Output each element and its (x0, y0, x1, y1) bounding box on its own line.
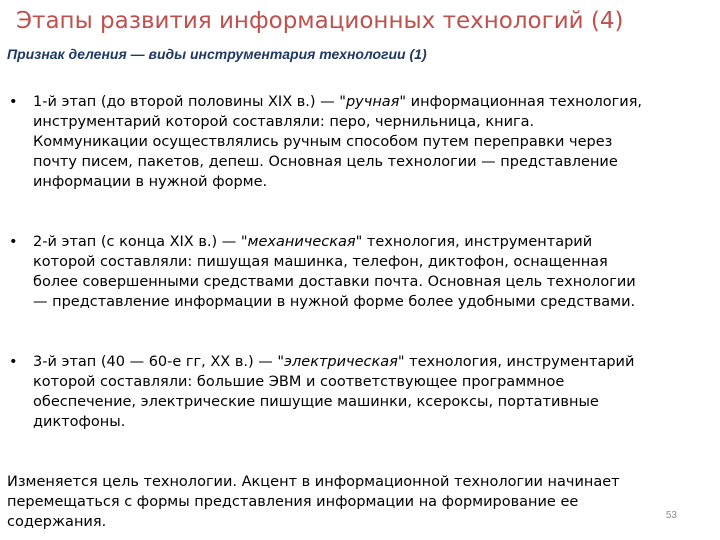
bullet-line: информации в нужной форме. (33, 174, 268, 190)
bullet-line: 2-й этап (с конца XIX в.) — "механическая" технология, инструментарий (33, 234, 593, 250)
bullet-item-stage-2 (7, 232, 707, 312)
bullet-line: 1-й этап (до второй половины XIX в.) — "ручная" информационная технология, (33, 94, 643, 110)
bullet-line: которой составляли: пишущая машинка, телефон, диктофон, оснащенная (33, 254, 608, 270)
bullet-line: инструментарий которой составляли: перо, чернильница, книга. (33, 114, 535, 130)
bullet-icon: • (9, 354, 18, 370)
bullet-line: 3-й этап (40 — 60-е гг, XX в.) — "электрическая" технология, инструментарий (33, 354, 635, 370)
bullet-line: почту писем, пакетов, депеш. Основная цель технологии — представление (33, 154, 618, 170)
paragraph-line: Изменяется цель технологии. Акцент в информационной технологии начинает (7, 474, 620, 490)
slide-title: Этапы развития информационных технологий (4) (16, 8, 624, 34)
bullet-line: которой составляли: большие ЭВМ и соответствующее программное (33, 374, 565, 390)
bullet-icon: • (9, 234, 18, 250)
bullet-line: диктофоны. (33, 414, 126, 430)
paragraph-line: содержания. (7, 514, 107, 530)
slide-content (7, 92, 707, 532)
bullet-line: — представление информации в нужной форме более удобными средствами. (33, 294, 636, 310)
bullet-item-stage-3 (7, 352, 707, 432)
bullet-line: обеспечение, электрические пишущие машинки, ксероксы, портативные (33, 394, 599, 410)
page-number: 53 (665, 510, 677, 521)
bullet-line: более совершенными средствами доставки почта. Основная цель технологии (33, 274, 636, 290)
emphasis-term: "механическая" (240, 234, 363, 250)
bullet-item-stage-1 (7, 92, 707, 192)
paragraph-line: перемещаться с формы представления информации на формирование ее (7, 494, 579, 510)
bullet-icon: • (9, 94, 18, 110)
closing-paragraph (7, 472, 707, 532)
bullet-line: Коммуникации осуществлялись ручным способом путем переправки через (33, 134, 613, 150)
emphasis-term: "ручная" (339, 94, 407, 110)
slide-subtitle: Признак деления — виды инструментария технологии (1) (7, 46, 427, 62)
emphasis-term: "электрическая" (277, 354, 405, 370)
